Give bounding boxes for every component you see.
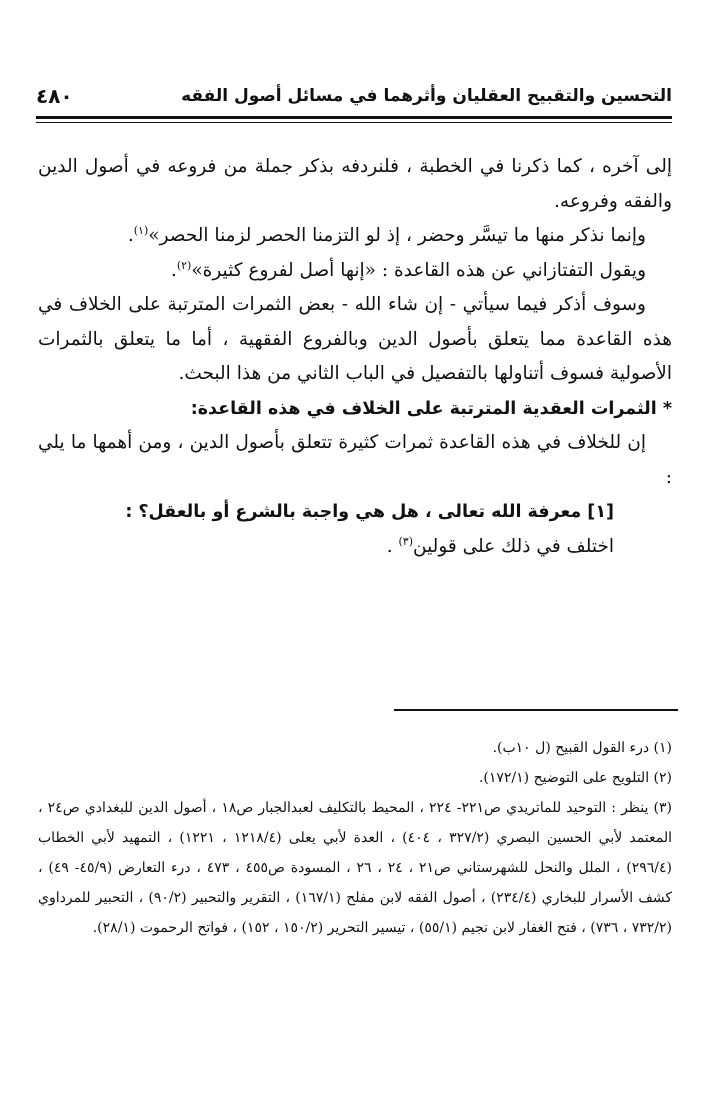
page-number: ٤٨٠ (36, 84, 73, 108)
paragraph-4: وسوف أذكر فيما سيأتي - إن شاء الله - بعض الثمرات المترتبة على الخلاف في هذه القاعدة مما يتعلق بأصول الدين وبالفروع الفقهية ، أما ما يتعلق بالثمرات الأصولية فسوف أتناولها بالتفصيل في الباب الثاني من هذا البحث. (38, 294, 672, 384)
paragraph-6-text: اختلف في ذلك على قولين (413, 535, 614, 557)
paragraph-5: إن للخلاف في هذه القاعدة ثمرات كثيرة تتعلق بأصول الدين ، ومن أهمها ما يلي : (38, 432, 672, 488)
footnote-2: (٢) التلويح على التوضيح (١٧٢/١). (478, 770, 672, 786)
sub-heading: [١] معرفة الله تعالى ، هل هي واجبة بالشرع أو بالعقل؟ : (125, 502, 614, 522)
footnote-ref-1: (١) (133, 223, 149, 237)
footnote-separator (394, 709, 678, 711)
section-heading: * الثمرات العقدية المترتبة على الخلاف في هذه القاعدة: (190, 398, 672, 419)
paragraph-2 (38, 219, 672, 254)
main-text (38, 150, 672, 564)
paragraph-6-end: . (386, 535, 399, 557)
running-header (36, 78, 672, 118)
footnote-3: (٣) ينظر : التوحيد للماتريدي ص٢٢١- ٢٢٤ ، المحيط بالتكليف لعبدالجبار ص١٨ ، أصول الدين للبغدادي ص٢٤ ، المعتمد لأبي الحسين البصري (٣٢٧/٢ ، ٤٠٤) ، العدة لأبي يعلى (١٢١٨/٤ ، ١٢٢١) ، التمهيد لأبي الخطاب (٢٩٦/٤) ، الملل والنحل للشهرستاني ص٢١ ، ٢٤ ، ٢٦ ، المسودة ص٤٥٥ ، ٤٧٣ ، درء التعارض (٤٥/٩- ٤٩) ، كشف الأسرار للبخاري (٢٣٤/٤) ، أصول الفقه لابن مفلح (١٦٧/١) ، التقرير والتحبير (٩٠/٢) ، التحبير للمرداوي (٧٣٢/٢ ، ٧٣٦) ، فتح الغفار لابن نجيم (٥٥/١) ، تيسير التحرير (١٥٠/٢ ، ١٥٢) ، فواتح الرحموت (٢٨/١). (38, 800, 673, 936)
header-rule-thin (36, 122, 672, 123)
footnotes (38, 733, 672, 943)
paragraph-3-end: . (170, 259, 177, 281)
footnote-1: (١) درء القول القبيح (ل ١٠ب). (492, 740, 672, 756)
running-title: التحسين والتقبيح العقليان وأثرهما في مسائل أصول الفقه (181, 86, 672, 106)
footnote-ref-2: (٢) (176, 258, 192, 272)
paragraph-3 (38, 254, 672, 289)
paragraph-3-text: ويقول التفتازاني عن هذه القاعدة : «إنها أصل لفروع كثيرة» (191, 259, 646, 281)
paragraph-6 (38, 530, 672, 565)
paragraph-2-end: . (127, 225, 134, 246)
header-rule-thick (36, 116, 672, 119)
paragraph-2-text: وإنما نذكر منها ما تيسَّر وحضر ، إذ لو التزمنا الحصر لزمنا الحصر» (148, 225, 646, 246)
footnote-ref-3: (٣) (398, 534, 414, 548)
paragraph-1: إلى آخره ، كما ذكرنا في الخطبة ، فلنردفه بذكر جملة من فروعه في أصول الدين والفقه وفروعه. (38, 156, 672, 212)
